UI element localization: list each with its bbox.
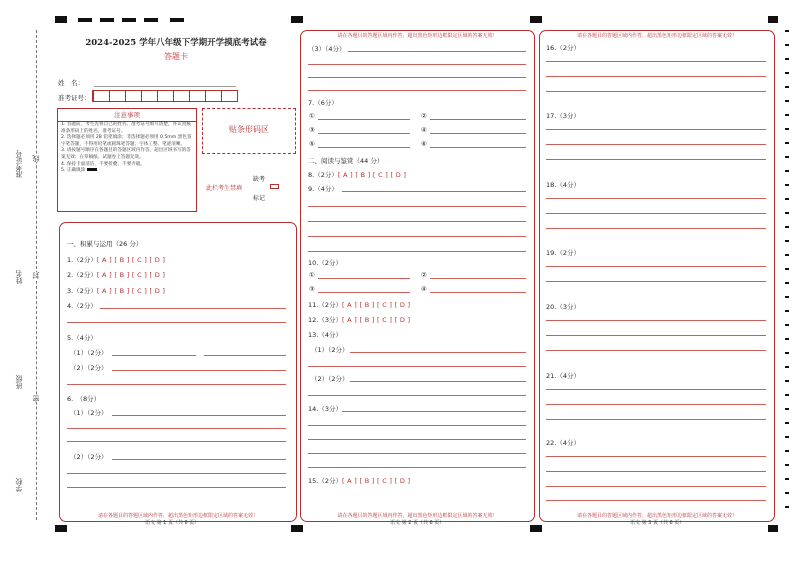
answer-line[interactable] bbox=[308, 425, 526, 426]
answer-line[interactable] bbox=[348, 51, 526, 52]
q1-options[interactable]: [ A ] [ B ] [ C ] [ D ] bbox=[96, 256, 166, 264]
answer-line[interactable] bbox=[546, 61, 766, 62]
answer-line[interactable] bbox=[546, 266, 766, 267]
circle10-3: ③ bbox=[309, 285, 315, 293]
side-seal-label: 封 bbox=[32, 272, 40, 279]
q11-options[interactable]: [ A ] [ B ] [ C ] [ D ] bbox=[341, 301, 411, 309]
answer-line[interactable] bbox=[318, 133, 410, 134]
side-fold-label: 密 bbox=[32, 395, 40, 402]
circle-6: ⑥ bbox=[421, 140, 427, 148]
answer-line[interactable] bbox=[308, 395, 526, 396]
circle-3: ③ bbox=[309, 126, 315, 134]
notice-item: 5. 正确填涂 bbox=[61, 168, 195, 175]
answer-line[interactable] bbox=[546, 91, 766, 92]
marker bbox=[55, 525, 67, 532]
name-field[interactable] bbox=[94, 86, 236, 87]
notice-item: 1. 答题前，考生先将自己的姓名、准考证号填写清楚，并认真核准条形码上的姓名、准考证号。 bbox=[61, 122, 191, 134]
q5-1: （1）（2分） bbox=[70, 349, 108, 357]
q3-3: （3）（4分） bbox=[308, 45, 346, 53]
answer-line[interactable] bbox=[546, 159, 766, 160]
page-1-footer: 语文 第 1 页（共 6 页） bbox=[145, 520, 200, 526]
q6-1: （1）（2分） bbox=[70, 409, 108, 417]
side-name-label: 姓名 bbox=[15, 270, 23, 284]
marker bbox=[78, 18, 92, 22]
answer-line[interactable] bbox=[318, 278, 410, 279]
answer-line[interactable] bbox=[308, 366, 526, 367]
q12-options[interactable]: [ A ] [ B ] [ C ] [ D ] bbox=[341, 316, 411, 324]
section-2-title: 二、阅读与鉴赏（44 分） bbox=[308, 157, 384, 165]
q14: 14.（3分） bbox=[308, 405, 342, 413]
absent-checkbox[interactable] bbox=[270, 184, 279, 189]
answer-line[interactable] bbox=[67, 428, 286, 429]
answer-line[interactable] bbox=[308, 64, 526, 65]
answer-panel-1 bbox=[59, 222, 297, 522]
answer-line[interactable] bbox=[318, 119, 410, 120]
marker bbox=[291, 16, 303, 23]
q15: 15.（2分）[ A ] [ B ] [ C ] [ D ] bbox=[308, 477, 411, 485]
q13: 13.（4分） bbox=[308, 331, 342, 339]
answer-line[interactable] bbox=[546, 471, 766, 472]
marker bbox=[100, 18, 114, 22]
answer-line[interactable] bbox=[546, 76, 766, 77]
notice-list bbox=[61, 122, 195, 175]
notice-item: 2. 选择题必须用 2B 铅笔填涂；非选择题必须用 0.5mm 黑色签字笔答题，不得用铅笔或圆珠笔答题；字体工整、笔迹清晰。 bbox=[61, 135, 192, 147]
answer-line[interactable] bbox=[204, 355, 286, 356]
marker bbox=[768, 16, 778, 23]
q18: 18.（4分） bbox=[546, 181, 580, 189]
absent-mark2: 标记 bbox=[253, 195, 266, 202]
answer-line[interactable] bbox=[546, 456, 766, 457]
q10: 10.（2分） bbox=[308, 259, 342, 267]
side-id-label: 准考证号 bbox=[15, 150, 23, 178]
answer-line[interactable] bbox=[546, 500, 766, 501]
q22: 22.（4分） bbox=[546, 439, 580, 447]
answer-line[interactable] bbox=[112, 459, 286, 460]
answer-line[interactable] bbox=[342, 191, 526, 192]
q4: 4.（2分） bbox=[67, 302, 97, 310]
name-label: 姓 名： bbox=[58, 79, 84, 87]
q8-options[interactable]: [ A ] [ B ] [ C ] [ D ] bbox=[337, 171, 407, 179]
answer-line[interactable] bbox=[546, 350, 766, 351]
section-1-title: 一、积累与运用（26 分） bbox=[67, 240, 143, 248]
q15-options[interactable]: [ A ] [ B ] [ C ] [ D ] bbox=[341, 477, 411, 485]
marker bbox=[768, 525, 778, 532]
answer-line[interactable] bbox=[546, 419, 766, 420]
answer-line[interactable] bbox=[430, 292, 526, 293]
notice-title: 注意事项 bbox=[57, 110, 197, 122]
marker bbox=[170, 18, 184, 22]
answer-line[interactable] bbox=[546, 486, 766, 487]
answer-line[interactable] bbox=[430, 278, 526, 279]
q20: 20.（3分） bbox=[546, 303, 580, 311]
q13-2: （2）（2分） bbox=[311, 375, 349, 383]
answer-line[interactable] bbox=[308, 439, 526, 440]
q12: 12.（3分）[ A ] [ B ] [ C ] [ D ] bbox=[308, 316, 411, 324]
q6-2: （2）（2分） bbox=[70, 453, 108, 461]
q13-1: （1）（2分） bbox=[311, 346, 349, 354]
answer-line[interactable] bbox=[546, 129, 766, 130]
answer-line[interactable] bbox=[546, 144, 766, 145]
answer-line[interactable] bbox=[308, 206, 526, 207]
q9: 9.（4分） bbox=[308, 185, 338, 193]
circle-1: ① bbox=[309, 112, 315, 120]
answer-line[interactable] bbox=[430, 147, 526, 148]
q3-options[interactable]: [ A ] [ B ] [ C ] [ D ] bbox=[96, 287, 166, 295]
answer-line[interactable] bbox=[308, 236, 526, 237]
circle-2: ② bbox=[421, 112, 427, 120]
answer-line[interactable] bbox=[112, 370, 286, 371]
q5-2: （2）（2分） bbox=[70, 364, 108, 372]
answer-panel-3 bbox=[539, 30, 775, 522]
side-line-label: 线 bbox=[32, 155, 40, 162]
page-title: 2024-2025 学年八年级下学期开学摸底考试卷 bbox=[85, 38, 267, 48]
answer-line[interactable] bbox=[342, 411, 526, 412]
side-school-label: 学校 bbox=[15, 478, 23, 492]
answer-line[interactable] bbox=[67, 487, 286, 488]
answer-line[interactable] bbox=[350, 352, 526, 353]
notice-item: 4. 保持卡面清洁，不要折叠、不要弄破。 bbox=[61, 161, 145, 167]
q17: 17.（3分） bbox=[546, 112, 580, 120]
answer-line[interactable] bbox=[350, 381, 526, 382]
answer-line[interactable] bbox=[430, 133, 526, 134]
answer-line[interactable] bbox=[546, 281, 766, 282]
answer-line[interactable] bbox=[546, 320, 766, 321]
circle-4: ④ bbox=[421, 126, 427, 134]
page-subtitle: 答题卡 bbox=[164, 52, 188, 61]
q8: 8.（2分）[ A ] [ B ] [ C ] [ D ] bbox=[308, 171, 407, 179]
answer-line[interactable] bbox=[67, 322, 286, 323]
panel-2-warning-top: 请在各题目的答题区域内作答，超出黑色矩形边框限定区域的答案无效！ bbox=[337, 33, 498, 39]
absent-mark1: 缺考 bbox=[253, 176, 266, 183]
q3: 3.（2分）[ A ] [ B ] [ C ] [ D ] bbox=[67, 287, 166, 295]
barcode-label: 贴条形码区 bbox=[229, 125, 269, 134]
marker bbox=[55, 16, 67, 23]
answer-line[interactable] bbox=[308, 453, 526, 454]
answer-line[interactable] bbox=[318, 147, 410, 148]
absent-label: 此栏考生禁填 bbox=[206, 185, 243, 192]
q1: 1.（2分）[ A ] [ B ] [ C ] [ D ] bbox=[67, 256, 166, 264]
id-boxes[interactable] bbox=[92, 90, 238, 102]
answer-line[interactable] bbox=[318, 292, 410, 293]
panel-1-warning: 请在各题目的答题区域内作答，超出黑色矩形边框限定区域的答案无效！ bbox=[97, 513, 258, 519]
marker bbox=[122, 18, 136, 22]
q2-options[interactable]: [ A ] [ B ] [ C ] [ D ] bbox=[96, 271, 166, 279]
panel-3-warning-bottom: 请在各题目的答题区域内作答，超出黑色矩形边框限定区域的答案无效！ bbox=[576, 513, 737, 519]
q5: 5.（4分） bbox=[67, 334, 97, 342]
answer-line[interactable] bbox=[546, 213, 766, 214]
q21: 21.（4分） bbox=[546, 372, 580, 380]
q11: 11.（2分）[ A ] [ B ] [ C ] [ D ] bbox=[308, 301, 411, 309]
q2: 2.（2分）[ A ] [ B ] [ C ] [ D ] bbox=[67, 271, 166, 279]
circle-5: ⑤ bbox=[309, 140, 315, 148]
answer-line[interactable] bbox=[308, 467, 526, 468]
answer-line[interactable] bbox=[67, 473, 286, 474]
q6: 6. （8分） bbox=[67, 395, 101, 403]
marker bbox=[144, 18, 158, 22]
answer-line[interactable] bbox=[67, 384, 286, 385]
page-2-footer: 语文 第 2 页（共 6 页） bbox=[390, 520, 445, 526]
marker bbox=[530, 16, 542, 23]
side-class-label: 班级 bbox=[15, 375, 23, 389]
page-3-footer: 语文 第 3 页（共 6 页） bbox=[630, 520, 685, 526]
circle10-4: ④ bbox=[421, 285, 427, 293]
answer-line[interactable] bbox=[546, 198, 766, 199]
marker bbox=[530, 525, 542, 532]
answer-line[interactable] bbox=[308, 251, 526, 252]
edge-ticks bbox=[785, 30, 789, 520]
answer-line[interactable] bbox=[308, 77, 526, 78]
id-label: 准考证号： bbox=[58, 94, 91, 102]
answer-line[interactable] bbox=[546, 404, 766, 405]
answer-line[interactable] bbox=[308, 90, 526, 91]
answer-line[interactable] bbox=[67, 441, 286, 442]
q16: 16.（2分） bbox=[546, 44, 580, 52]
answer-line[interactable] bbox=[100, 308, 286, 309]
circle10-1: ① bbox=[309, 271, 315, 279]
panel-3-warning-top: 请在各题目的答题区域内作答，超出黑色矩形边框限定区域的答案无效！ bbox=[576, 33, 737, 39]
circle10-2: ② bbox=[421, 271, 427, 279]
answer-line[interactable] bbox=[430, 119, 526, 120]
marker bbox=[291, 525, 303, 532]
fill-sample bbox=[87, 168, 97, 171]
q19: 19.（2分） bbox=[546, 249, 580, 257]
answer-line[interactable] bbox=[546, 335, 766, 336]
q7: 7.（6分） bbox=[308, 99, 338, 107]
panel-2-warning-bottom: 请在各题目的答题区域内作答，超出黑色矩形边框限定区域的答案无效！ bbox=[337, 513, 498, 519]
answer-line[interactable] bbox=[112, 415, 286, 416]
answer-line[interactable] bbox=[112, 355, 196, 356]
answer-line[interactable] bbox=[308, 221, 526, 222]
answer-line[interactable] bbox=[546, 228, 766, 229]
notice-item: 3. 请按题号顺序在各题目的答题区域内作答，超出区域书写的答案无效；在草稿纸、试题卷上答题无效。 bbox=[61, 148, 191, 160]
answer-line[interactable] bbox=[546, 389, 766, 390]
